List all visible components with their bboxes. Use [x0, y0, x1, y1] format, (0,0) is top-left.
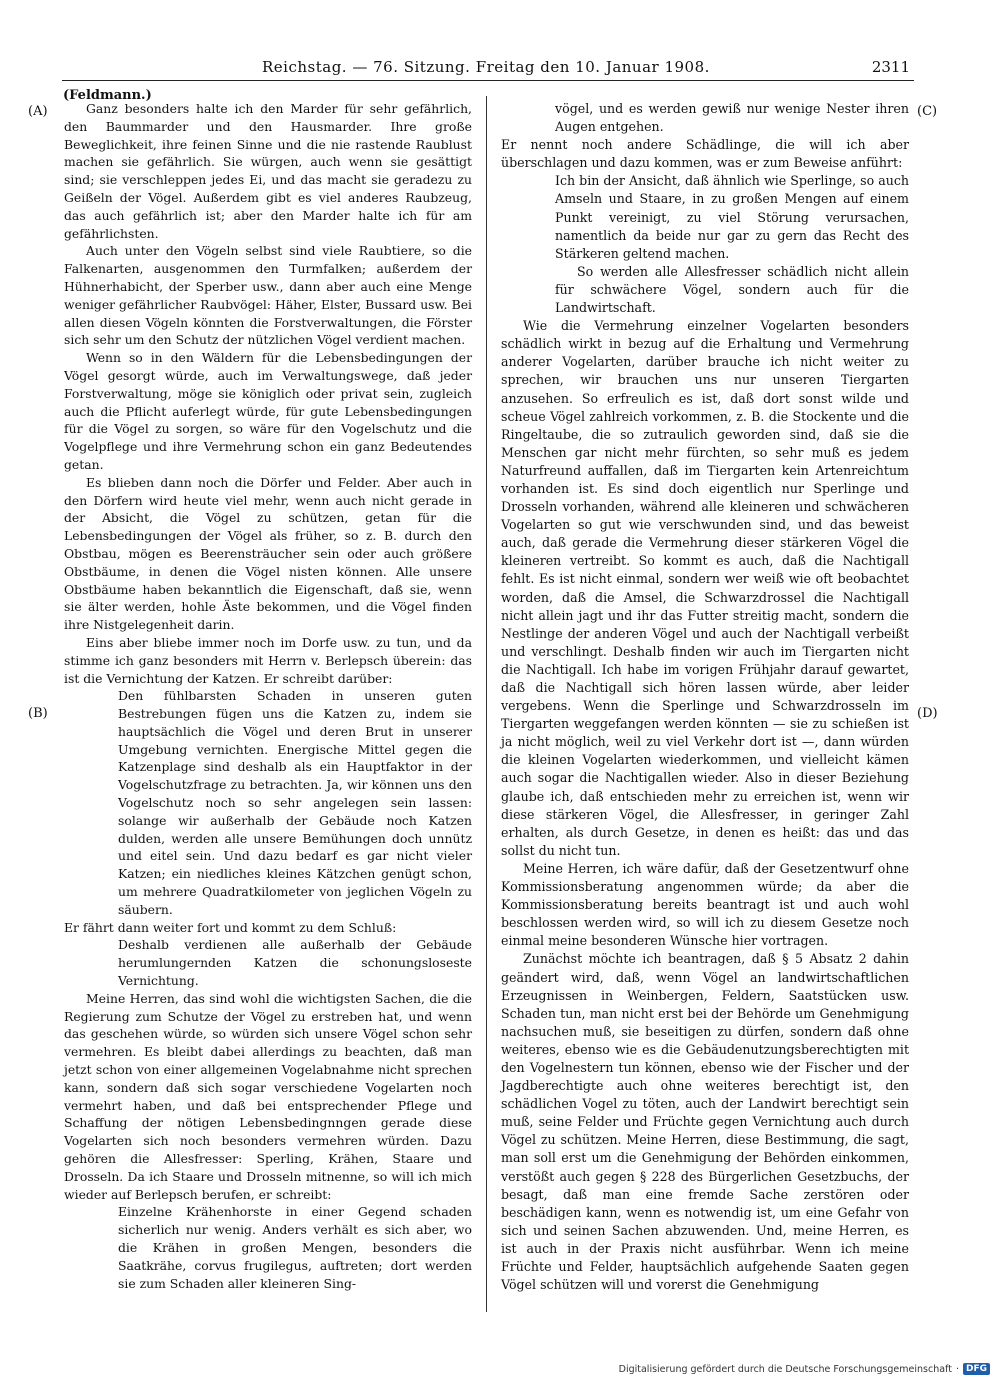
paragraph: Es blieben dann noch die Dörfer und Felder. Aber auch in den Dörfern wird heute viel mehr, wenn auch nicht gerade in der Absicht, die Vögel zu schützen, getan für die Lebensbedingungen der Vögel als früher, so z. B. durch den Obstbau, mögen es Beerensträucher sein oder auch größere Obstbäume, in denen die Vögel nisten können. Alle unsere Obstbäume haben bekanntlich die Eigenschaft, daß sie, wenn sie älter werden, hohle Äste bekommen, und die Vögel finden ihre Nistgelegenheit darin. [64, 474, 472, 633]
block-quote: Einzelne Krähenhorste in einer Gegend schaden sicherlich nur wenig. Anders verhält es sich aber, wo die Krähen in großen Mengen, besonders die Saatkrähe, corvus frugilegus, auftreten; dort werden sie zum Schaden aller kleineren Sing- [118, 1204, 472, 1291]
header-rule [62, 80, 914, 81]
page-header [0, 52, 1000, 82]
dot-separator: · [955, 1363, 959, 1375]
column-divider [486, 96, 487, 1312]
page-number: 2311 [871, 58, 910, 76]
left-column [64, 100, 472, 1292]
footer-credit [619, 1363, 990, 1375]
running-title: Reichstag. — 76. Sitzung. Freitag den 10. Januar 1908. [262, 58, 710, 76]
paragraph: Wenn so in den Wäldern für die Lebensbedingungen der Vögel gesorgt würde, auch im Verwaltungswege, daß jeder Forstverwaltung, möge sie königlich oder privat sein, zugleich auch die Pflicht auferlegt würde, für gute Lebensbedingungen für die Vögel zu sorgen, so wäre für den Vogelschutz und die Vogelpflege und ihre Vermehrung schon ein ganz Bedeutendes getan. [64, 350, 472, 472]
paragraph: Auch unter den Vögeln selbst sind viele Raubtiere, so die Falkenarten, ausgenommen den Turmfalken; außerdem der Hühnerhabicht, der Sperber usw., dann aber auch eine Menge weniger gefährlicher Raubvögel: Häher, Elster, Bussard usw. Bei allen diesen Vögeln könnten die Forstverwaltungen, die Förster sich sehr um den Schutz der nützlichen Vögel verdient machen. [64, 243, 472, 348]
block-quote: Den fühlbarsten Schaden in unseren guten Bestrebungen fügen uns die Katzen zu, indem sie hauptsächlich die Vögel und deren Brut in unserer Umgebung vernichten. Energische Mittel gegen die Katzenplage sind deshalb als ein Hauptfaktor in der Vogelschutzfrage zu betrachten. Ja, wir können uns den Vogelschutz noch so sehr angelegen sein lassen: solange wir außerhalb der Gebäude noch Katzen dulden, werden alle unsere Bemühungen doch unnütz und eitel sein. Und dazu bedarf es gar nicht vieler Katzen; ein niedliches kleines Kätzchen genügt schon, um mehrere Quadratkilometer von jeglichen Vögeln zu säubern. [118, 688, 472, 917]
block-quote-continuation: vögel, und es werden gewiß nur wenige Nester ihren Augen entgehen. [555, 101, 909, 135]
block-quote: Deshalb verdienen alle außerhalb der Gebäude herumlungernden Katzen die schonungsloseste Vernichtung. [118, 937, 472, 989]
dfg-logo: DFG [963, 1363, 990, 1375]
footer-text: Digitalisierung gefördert durch die Deutsche Forschungsgemeinschaft [618, 1363, 952, 1375]
paragraph: Ganz besonders halte ich den Marder für sehr gefährlich, den Baummarder und den Hausmarder. Ihre große Beweglichkeit, ihre feinen Sinne und die nie rastende Raublust machen sie gefährlich. Sie würgen, auch wenn sie gesättigt sind; sie verschleppen jedes Ei, und das macht sie geradezu zu Geißeln der Vögel. Außerdem gibt es viel anderes Raubzeug, das auch gefährlich ist; aber den Marder halte ich für am gefährlichsten. [64, 101, 472, 241]
block-quote: Ich bin der Ansicht, daß ähnlich wie Sperlinge, so auch Amseln und Staare, in zu großen Mengen auf einem Punkt vereinigt, zu viel Störung verursachen, namentlich da beide nur gar zu gern das Recht des Stärkeren geltend machen. [555, 173, 909, 261]
paragraph: Er nennt noch andere Schädlinge, die will ich aber überschlagen und dazu kommen, was er zum Beweise anführt: [501, 137, 909, 171]
paragraph: Meine Herren, das sind wohl die wichtigsten Sachen, die die Regierung zum Schutze der Vögel zu erstreben hat, und wenn das geschehen würde, so würden sich unsere Vögel schon sehr vermehren. Es bleibt dabei allerdings zu beachten, daß man jetzt schon von einer allgemeinen Vogelabnahme nicht sprechen kann, sondern daß sich sogar verschiedene Vogelarten noch vermehrt haben, und daß bei entsprechender Pflege und Schaffung der nötigen Lebensbedingnngen gerade diese Vogelarten sich noch besonders vermehren würden. Dazu gehören die Allesfresser: Sperling, Krähen, Staare und Drosseln. Da ich Staare und Drosseln mitnenne, so will ich mich wieder auf Berlepsch berufen, er schreibt: [64, 990, 472, 1202]
margin-label-d: (D) [917, 706, 938, 721]
paragraph: Zunächst möchte ich beantragen, daß § 5 Absatz 2 dahin geändert wird, daß, wenn Vögel an landwirtschaftlichen Erzeugnissen in Weinbergen, Feldern, Saatstücken usw. Schaden tun, man nicht erst bei der Behörde um Genehmigung nachsuchen muß, sie beseitigen zu dürfen, sondern daß ohne weiteres, ebenso wie es die Gebäudenutzungsberechtigten mit den Vogelnestern tun können, ebenso wie der Fischer und der Jagdberechtigte auch ohne weiteres berechtigt ist, den schädlichen Vogel zu töten, auch der Landwirt berechtigt sein muß, seine Felder und Früchte gegen Vernichtung auch durch Vögel zu schützen. Meine Herren, diese Bestimmung, die sagt, man soll erst um die Genehmigung der Behörden einkommen, verstößt auch gegen § 228 des Bürgerlichen Gesetzbuchs, der besagt, daß man eine fremde Sache zerstören oder beschädigen kann, wenn es notwendig ist, um eine Gefahr von sich und seinen Sachen abzuwenden. Und, meine Herren, es ist auch in der Praxis nicht ausführbar. Wenn ich meine Früchte und Felder, hauptsächlich aufgehende Saaten gegen Vögel schützen will und vorerst die Genehmigung [501, 951, 909, 1293]
paragraph: Wie die Vermehrung einzelner Vogelarten besonders schädlich wirkt in bezug auf die Erhaltung und Vermehrung anderer Vogelarten, darüber brauche ich nicht weiter zu sprechen, wir brauchen uns nur unseren Tiergarten anzusehen. So erfreulich es ist, daß dort sonst wilde und scheue Vögel zahlreich vorkommen, z. B. die Stockente und die Ringeltaube, die so zutraulich geworden sind, daß sie die Menschen gar nicht mehr fürchten, so sehr muß es jedem Naturfreund auffallen, daß im Tiergarten kein Artenreichtum vorhanden ist. Es sind doch eigentlich nur Sperlinge und Drosseln vorhanden, während alle kleineren und schwächeren Vogelarten so gut wie verschwunden sind, und das beweist auch, daß gerade die Vermehrung dieser stärkeren Vögel die kleineren vertreibt. So kommt es auch, daß die Nachtigall fehlt. Es ist nicht einmal, sondern wer weiß wie oft beobachtet worden, daß die Amsel, die Schwarzdrossel die Nachtigall nicht allein jagt und ihr das Futter streitig macht, sondern die Nestlinge der anderen Vögel und auch der Nachtigall verbeißt und verschlingt. Deshalb finden wir auch im Tiergarten nicht die Nachtigall. Ich habe im vorigen Frühjahr darauf gewartet, daß die Nachtigall sich hören lassen würde, aber leider vergebens. Wenn die Sperlinge und Schwarzdrosseln im Tiergarten weggefangen werden könnten — sie zu schießen ist ja nicht möglich, weil zu viel Verkehr dort ist —, dann würden die kleinen Vogelarten wiederkommen, und vielleicht kämen auch sogar die Nachtigallen wieder. Also in dieser Beziehung glaube ich, daß entschieden mehr zu erreichen ist, wenn wir diese stärkeren Vögel, die Allesfresser, in geringer Zahl erhalten, als durch Gesetze, in denen es heißt: das und das sollst du nicht tun. [501, 318, 909, 858]
paragraph: Er fährt dann weiter fort und kommt zu dem Schluß: [64, 919, 397, 935]
margin-label-a: (A) [28, 104, 48, 119]
speaker-name: (Feldmann.) [63, 88, 152, 103]
paragraph: Eins aber bliebe immer noch im Dorfe usw. zu tun, und da stimme ich ganz besonders mit Herrn v. Berlepsch überein: das ist die Vernichtung der Katzen. Er schreibt darüber: [64, 634, 472, 686]
block-quote: So werden alle Allesfresser schädlich nicht allein für schwächere Vögel, sondern auch für die Landwirtschaft. [555, 263, 909, 316]
margin-label-b: (B) [28, 706, 48, 721]
paragraph: Meine Herren, ich wäre dafür, daß der Gesetzentwurf ohne Kommissionsberatung angenommen würde; da aber die Kommissionsberatung bereits beantragt ist und auch wohl beschlossen werden wird, so will ich zu diesem Gesetze noch einmal meine besonderen Wünsche hier vortragen. [501, 860, 909, 949]
right-column [501, 100, 909, 1294]
margin-label-c: (C) [917, 104, 938, 119]
